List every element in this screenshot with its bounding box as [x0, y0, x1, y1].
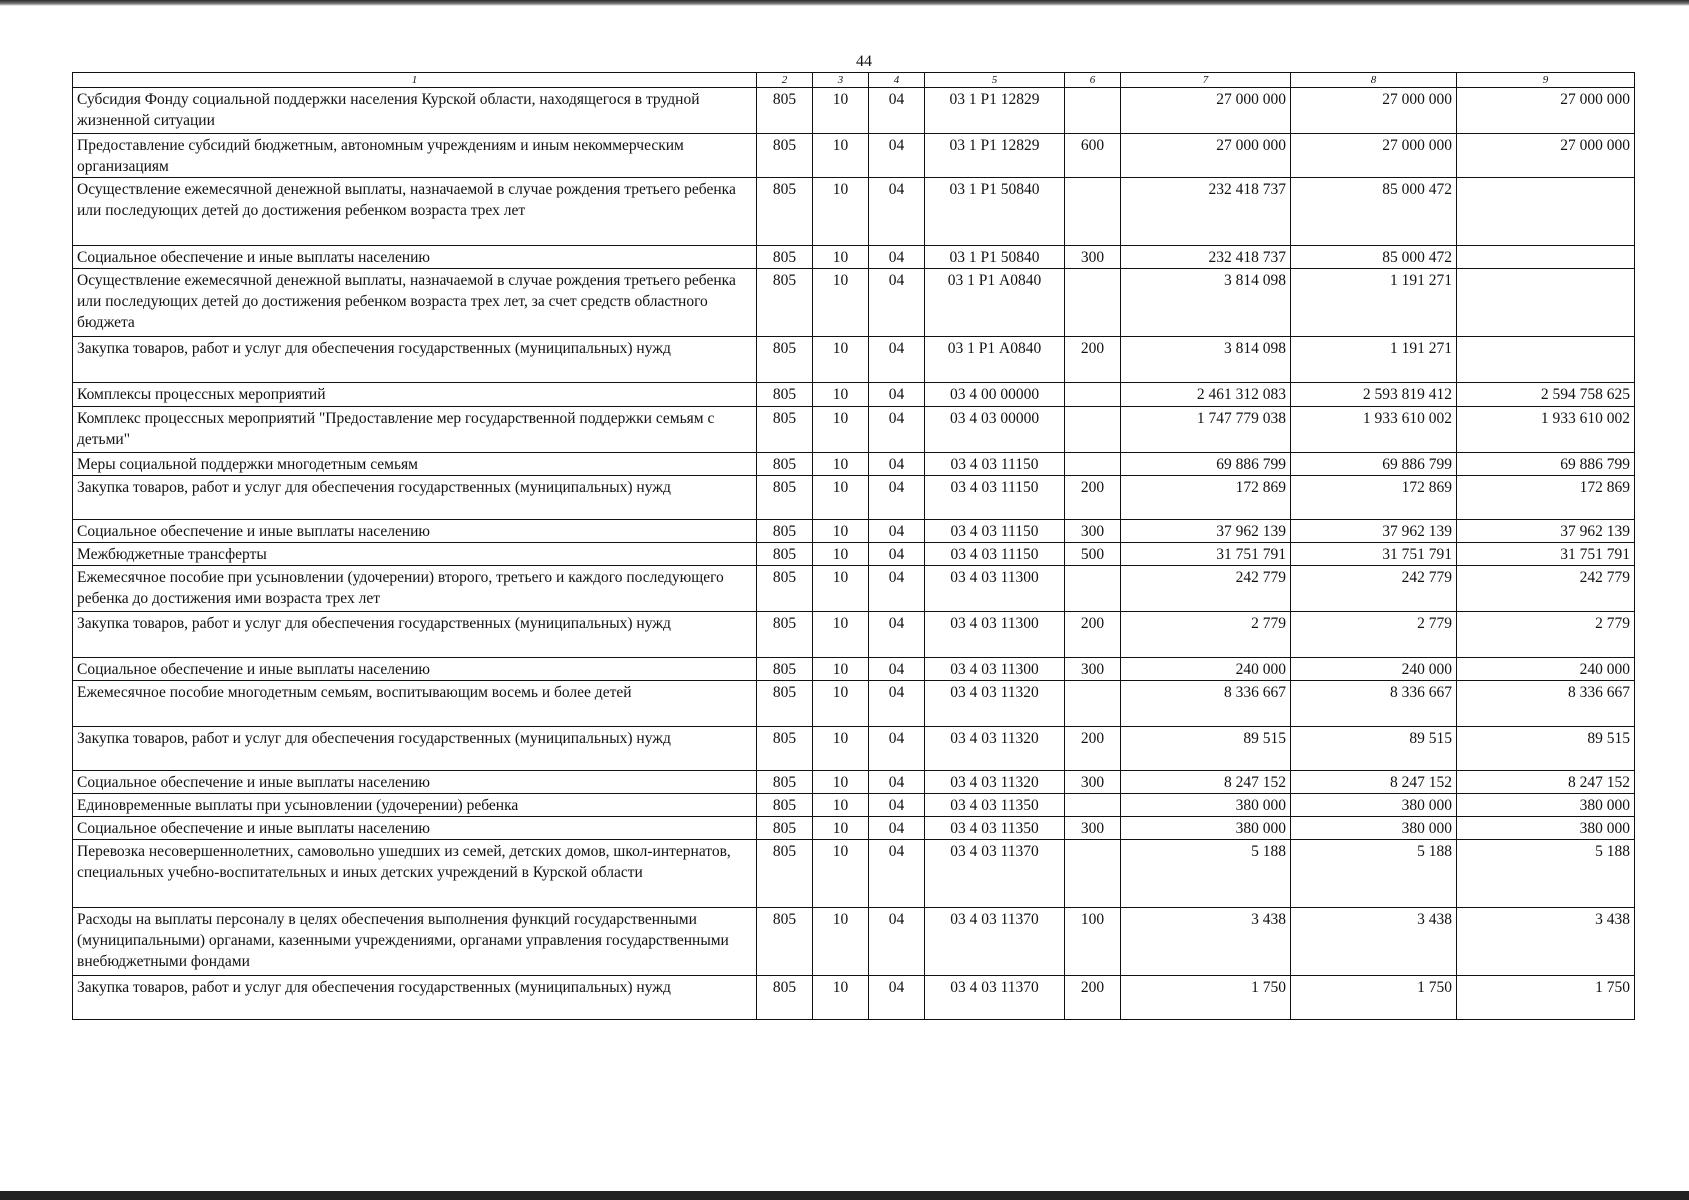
- code-subsection: 04: [869, 476, 925, 520]
- amount-col9: 2 779: [1457, 612, 1635, 658]
- table-row: [73, 453, 1635, 476]
- code-section: 10: [813, 817, 869, 840]
- code-expense-type: [1065, 566, 1121, 612]
- amount-col8: 2 593 819 412: [1291, 383, 1457, 407]
- code-expense-type: [1065, 681, 1121, 727]
- amount-col8: 242 779: [1291, 566, 1457, 612]
- code-target-item: 03 4 03 11150: [925, 543, 1065, 566]
- amount-col9: 31 751 791: [1457, 543, 1635, 566]
- amount-col8: 31 751 791: [1291, 543, 1457, 566]
- row-name: Закупка товаров, работ и услуг для обеспечения государственных (муниципальных) нужд: [73, 727, 757, 771]
- amount-col8: 27 000 000: [1291, 134, 1457, 178]
- amount-col7: 27 000 000: [1121, 134, 1291, 178]
- amount-col8: 37 962 139: [1291, 520, 1457, 543]
- code-subsection: 04: [869, 794, 925, 817]
- code-ministry: 805: [757, 976, 813, 1020]
- amount-col7: 380 000: [1121, 794, 1291, 817]
- code-subsection: 04: [869, 246, 925, 269]
- column-number: 1: [73, 73, 757, 88]
- table-row: [73, 658, 1635, 681]
- code-expense-type: [1065, 840, 1121, 908]
- amount-col9: 8 336 667: [1457, 681, 1635, 727]
- table-row: [73, 976, 1635, 1020]
- amount-col9: 380 000: [1457, 817, 1635, 840]
- amount-col8: 8 336 667: [1291, 681, 1457, 727]
- code-ministry: 805: [757, 566, 813, 612]
- code-section: 10: [813, 681, 869, 727]
- amount-col9: 27 000 000: [1457, 134, 1635, 178]
- column-number: 3: [813, 73, 869, 88]
- code-expense-type: 200: [1065, 727, 1121, 771]
- code-subsection: 04: [869, 908, 925, 976]
- code-expense-type: 500: [1065, 543, 1121, 566]
- code-expense-type: 600: [1065, 134, 1121, 178]
- row-name: Закупка товаров, работ и услуг для обеспечения государственных (муниципальных) нужд: [73, 612, 757, 658]
- amount-col7: 380 000: [1121, 817, 1291, 840]
- scan-edge-top: [0, 0, 1689, 6]
- amount-col8: 89 515: [1291, 727, 1457, 771]
- amount-col8: 5 188: [1291, 840, 1457, 908]
- code-ministry: 805: [757, 908, 813, 976]
- code-ministry: 805: [757, 658, 813, 681]
- code-section: 10: [813, 269, 869, 337]
- row-name: Социальное обеспечение и иные выплаты населению: [73, 817, 757, 840]
- amount-col9: 89 515: [1457, 727, 1635, 771]
- amount-col8: 27 000 000: [1291, 88, 1457, 134]
- amount-col8: 240 000: [1291, 658, 1457, 681]
- table-row: [73, 794, 1635, 817]
- table-row: [73, 543, 1635, 566]
- amount-col8: 85 000 472: [1291, 178, 1457, 246]
- code-target-item: 03 1 Р1 А0840: [925, 337, 1065, 383]
- row-name: Ежемесячное пособие при усыновлении (удочерении) второго, третьего и каждого последующего ребенка до достижения ими возраста трех лет: [73, 566, 757, 612]
- code-target-item: 03 4 03 11320: [925, 727, 1065, 771]
- column-number: 2: [757, 73, 813, 88]
- amount-col7: 8 336 667: [1121, 681, 1291, 727]
- code-subsection: 04: [869, 269, 925, 337]
- code-expense-type: 300: [1065, 817, 1121, 840]
- code-section: 10: [813, 407, 869, 453]
- code-expense-type: [1065, 269, 1121, 337]
- row-name: Социальное обеспечение и иные выплаты населению: [73, 658, 757, 681]
- table-row: [73, 407, 1635, 453]
- code-expense-type: 200: [1065, 476, 1121, 520]
- amount-col8: 172 869: [1291, 476, 1457, 520]
- amount-col9: 3 438: [1457, 908, 1635, 976]
- code-ministry: 805: [757, 476, 813, 520]
- code-target-item: 03 4 03 11350: [925, 794, 1065, 817]
- amount-col9: [1457, 337, 1635, 383]
- code-subsection: 04: [869, 840, 925, 908]
- code-section: 10: [813, 88, 869, 134]
- code-ministry: 805: [757, 794, 813, 817]
- code-section: 10: [813, 566, 869, 612]
- code-section: 10: [813, 543, 869, 566]
- row-name: Расходы на выплаты персоналу в целях обеспечения выполнения функций государственными (муниципальными) органами, казенными учреждениями, органами управления государственными внебюджетными фондами: [73, 908, 757, 976]
- code-ministry: 805: [757, 337, 813, 383]
- amount-col8: 1 191 271: [1291, 337, 1457, 383]
- row-name: Предоставление субсидий бюджетным, автономным учреждениям и иным некоммерческим организациям: [73, 134, 757, 178]
- table-row: [73, 840, 1635, 908]
- code-section: 10: [813, 908, 869, 976]
- amount-col8: 85 000 472: [1291, 246, 1457, 269]
- row-name: Социальное обеспечение и иные выплаты населению: [73, 520, 757, 543]
- amount-col7: 2 779: [1121, 612, 1291, 658]
- amount-col9: [1457, 178, 1635, 246]
- code-ministry: 805: [757, 817, 813, 840]
- code-target-item: 03 4 03 11350: [925, 817, 1065, 840]
- amount-col8: 2 779: [1291, 612, 1457, 658]
- code-expense-type: 300: [1065, 246, 1121, 269]
- table-row: [73, 612, 1635, 658]
- code-ministry: 805: [757, 134, 813, 178]
- amount-col7: 89 515: [1121, 727, 1291, 771]
- code-section: 10: [813, 134, 869, 178]
- code-section: 10: [813, 658, 869, 681]
- code-section: 10: [813, 453, 869, 476]
- row-name: Осуществление ежемесячной денежной выплаты, назначаемой в случае рождения третьего ребенка или последующих детей до достижения ребенком возраста трех лет: [73, 178, 757, 246]
- code-expense-type: 100: [1065, 908, 1121, 976]
- code-subsection: 04: [869, 178, 925, 246]
- code-ministry: 805: [757, 520, 813, 543]
- code-subsection: 04: [869, 566, 925, 612]
- code-ministry: 805: [757, 269, 813, 337]
- code-ministry: 805: [757, 771, 813, 794]
- code-section: 10: [813, 976, 869, 1020]
- code-target-item: 03 4 03 11370: [925, 976, 1065, 1020]
- column-number: 7: [1121, 73, 1291, 88]
- code-section: 10: [813, 178, 869, 246]
- amount-col7: 242 779: [1121, 566, 1291, 612]
- code-subsection: 04: [869, 407, 925, 453]
- amount-col9: 1 933 610 002: [1457, 407, 1635, 453]
- table-row: [73, 88, 1635, 134]
- code-section: 10: [813, 246, 869, 269]
- code-target-item: 03 4 03 11300: [925, 612, 1065, 658]
- amount-col7: 5 188: [1121, 840, 1291, 908]
- amount-col8: 8 247 152: [1291, 771, 1457, 794]
- table-row: [73, 383, 1635, 407]
- row-name: Социальное обеспечение и иные выплаты населению: [73, 771, 757, 794]
- budget-table: [72, 72, 1635, 1020]
- code-section: 10: [813, 794, 869, 817]
- code-expense-type: [1065, 178, 1121, 246]
- table-row: [73, 817, 1635, 840]
- table-row: [73, 771, 1635, 794]
- code-subsection: 04: [869, 612, 925, 658]
- code-target-item: 03 4 03 11370: [925, 840, 1065, 908]
- table-row: [73, 178, 1635, 246]
- code-target-item: 03 4 03 00000: [925, 407, 1065, 453]
- code-ministry: 805: [757, 383, 813, 407]
- scan-edge-bottom: [0, 1191, 1689, 1200]
- amount-col7: 31 751 791: [1121, 543, 1291, 566]
- amount-col7: 240 000: [1121, 658, 1291, 681]
- code-subsection: 04: [869, 134, 925, 178]
- row-name: Закупка товаров, работ и услуг для обеспечения государственных (муниципальных) нужд: [73, 476, 757, 520]
- code-subsection: 04: [869, 976, 925, 1020]
- amount-col7: 3 814 098: [1121, 337, 1291, 383]
- code-section: 10: [813, 476, 869, 520]
- amount-col7: 172 869: [1121, 476, 1291, 520]
- code-expense-type: [1065, 383, 1121, 407]
- code-ministry: 805: [757, 543, 813, 566]
- code-target-item: 03 1 Р1 50840: [925, 246, 1065, 269]
- amount-col8: 1 191 271: [1291, 269, 1457, 337]
- code-expense-type: 200: [1065, 337, 1121, 383]
- table-row: [73, 134, 1635, 178]
- amount-col8: 1 933 610 002: [1291, 407, 1457, 453]
- amount-col9: 27 000 000: [1457, 88, 1635, 134]
- code-expense-type: 300: [1065, 658, 1121, 681]
- code-target-item: 03 4 03 11150: [925, 476, 1065, 520]
- table-row: [73, 681, 1635, 727]
- code-target-item: 03 4 03 11320: [925, 681, 1065, 727]
- row-name: Осуществление ежемесячной денежной выплаты, назначаемой в случае рождения третьего ребенка или последующих детей до достижения ребенком возраста трех лет, за счет средств областного бюджета: [73, 269, 757, 337]
- row-name: Единовременные выплаты при усыновлении (удочерении) ребенка: [73, 794, 757, 817]
- amount-col8: 380 000: [1291, 794, 1457, 817]
- row-name: Социальное обеспечение и иные выплаты населению: [73, 246, 757, 269]
- column-number-row: [73, 73, 1635, 88]
- amount-col9: [1457, 269, 1635, 337]
- code-expense-type: 300: [1065, 520, 1121, 543]
- amount-col7: 232 418 737: [1121, 178, 1291, 246]
- code-expense-type: 300: [1065, 771, 1121, 794]
- amount-col9: 1 750: [1457, 976, 1635, 1020]
- code-ministry: 805: [757, 178, 813, 246]
- code-subsection: 04: [869, 337, 925, 383]
- row-name: Комплекс процессных мероприятий "Предоставление мер государственной поддержки семьям с детьми": [73, 407, 757, 453]
- code-target-item: 03 4 03 11370: [925, 908, 1065, 976]
- amount-col7: 3 438: [1121, 908, 1291, 976]
- code-ministry: 805: [757, 681, 813, 727]
- amount-col7: 232 418 737: [1121, 246, 1291, 269]
- code-target-item: 03 1 Р1 А0840: [925, 269, 1065, 337]
- amount-col7: 2 461 312 083: [1121, 383, 1291, 407]
- code-ministry: 805: [757, 246, 813, 269]
- code-section: 10: [813, 520, 869, 543]
- code-subsection: 04: [869, 520, 925, 543]
- amount-col9: 5 188: [1457, 840, 1635, 908]
- code-target-item: 03 4 03 11150: [925, 453, 1065, 476]
- amount-col9: 37 962 139: [1457, 520, 1635, 543]
- table-row: [73, 269, 1635, 337]
- code-target-item: 03 4 03 11300: [925, 658, 1065, 681]
- code-subsection: 04: [869, 727, 925, 771]
- code-expense-type: [1065, 88, 1121, 134]
- column-number: 5: [925, 73, 1065, 88]
- code-expense-type: [1065, 407, 1121, 453]
- table-row: [73, 520, 1635, 543]
- page-number: 44: [856, 53, 872, 70]
- table-row: [73, 246, 1635, 269]
- table-row: [73, 337, 1635, 383]
- code-section: 10: [813, 727, 869, 771]
- amount-col7: 69 886 799: [1121, 453, 1291, 476]
- code-subsection: 04: [869, 453, 925, 476]
- row-name: Межбюджетные трансферты: [73, 543, 757, 566]
- code-ministry: 805: [757, 727, 813, 771]
- row-name: Закупка товаров, работ и услуг для обеспечения государственных (муниципальных) нужд: [73, 976, 757, 1020]
- code-subsection: 04: [869, 681, 925, 727]
- code-ministry: 805: [757, 612, 813, 658]
- amount-col9: [1457, 246, 1635, 269]
- amount-col9: 242 779: [1457, 566, 1635, 612]
- amount-col7: 27 000 000: [1121, 88, 1291, 134]
- code-subsection: 04: [869, 658, 925, 681]
- code-subsection: 04: [869, 817, 925, 840]
- column-number: 4: [869, 73, 925, 88]
- code-subsection: 04: [869, 383, 925, 407]
- amount-col7: 8 247 152: [1121, 771, 1291, 794]
- code-section: 10: [813, 383, 869, 407]
- amount-col9: 2 594 758 625: [1457, 383, 1635, 407]
- amount-col8: 1 750: [1291, 976, 1457, 1020]
- code-target-item: 03 1 Р1 12829: [925, 88, 1065, 134]
- column-number: 9: [1457, 73, 1635, 88]
- row-name: Комплексы процессных мероприятий: [73, 383, 757, 407]
- code-subsection: 04: [869, 543, 925, 566]
- amount-col7: 3 814 098: [1121, 269, 1291, 337]
- code-subsection: 04: [869, 771, 925, 794]
- code-target-item: 03 4 03 11300: [925, 566, 1065, 612]
- code-ministry: 805: [757, 840, 813, 908]
- code-expense-type: [1065, 453, 1121, 476]
- table-row: [73, 727, 1635, 771]
- column-number: 6: [1065, 73, 1121, 88]
- amount-col7: 1 747 779 038: [1121, 407, 1291, 453]
- code-subsection: 04: [869, 88, 925, 134]
- code-expense-type: 200: [1065, 976, 1121, 1020]
- code-section: 10: [813, 612, 869, 658]
- table-row: [73, 476, 1635, 520]
- code-target-item: 03 1 Р1 50840: [925, 178, 1065, 246]
- table-row: [73, 566, 1635, 612]
- amount-col8: 380 000: [1291, 817, 1457, 840]
- amount-col9: 240 000: [1457, 658, 1635, 681]
- code-ministry: 805: [757, 88, 813, 134]
- row-name: Субсидия Фонду социальной поддержки населения Курской области, находящегося в трудной жизненной ситуации: [73, 88, 757, 134]
- code-target-item: 03 4 03 11150: [925, 520, 1065, 543]
- amount-col9: 172 869: [1457, 476, 1635, 520]
- code-target-item: 03 1 Р1 12829: [925, 134, 1065, 178]
- amount-col9: 8 247 152: [1457, 771, 1635, 794]
- table-row: [73, 908, 1635, 976]
- code-target-item: 03 4 03 11320: [925, 771, 1065, 794]
- code-expense-type: 200: [1065, 612, 1121, 658]
- code-section: 10: [813, 840, 869, 908]
- amount-col8: 3 438: [1291, 908, 1457, 976]
- column-number: 8: [1291, 73, 1457, 88]
- code-expense-type: [1065, 794, 1121, 817]
- table-body: [73, 88, 1635, 1020]
- amount-col7: 37 962 139: [1121, 520, 1291, 543]
- code-section: 10: [813, 771, 869, 794]
- row-name: Меры социальной поддержки многодетным семьям: [73, 453, 757, 476]
- row-name: Закупка товаров, работ и услуг для обеспечения государственных (муниципальных) нужд: [73, 337, 757, 383]
- code-section: 10: [813, 337, 869, 383]
- amount-col9: 69 886 799: [1457, 453, 1635, 476]
- row-name: Перевозка несовершеннолетних, самовольно ушедших из семей, детских домов, школ-интернатов, специальных учебно-воспитательных и иных детских учреждений в Курской области: [73, 840, 757, 908]
- amount-col8: 69 886 799: [1291, 453, 1457, 476]
- code-ministry: 805: [757, 407, 813, 453]
- amount-col9: 380 000: [1457, 794, 1635, 817]
- code-target-item: 03 4 00 00000: [925, 383, 1065, 407]
- code-ministry: 805: [757, 453, 813, 476]
- row-name: Ежемесячное пособие многодетным семьям, воспитывающим восемь и более детей: [73, 681, 757, 727]
- amount-col7: 1 750: [1121, 976, 1291, 1020]
